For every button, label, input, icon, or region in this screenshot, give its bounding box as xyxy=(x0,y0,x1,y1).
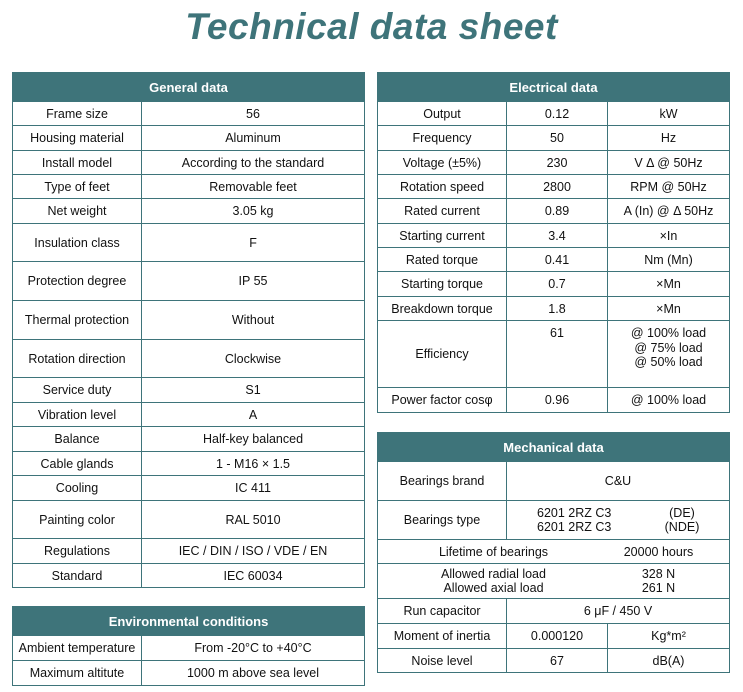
electrical-value: 0.41 xyxy=(507,248,608,272)
capacitor-label: Run capacitor xyxy=(378,599,507,624)
radial-load-label: Allowed radial load xyxy=(441,566,546,581)
general-label: Cooling xyxy=(13,476,142,501)
bearing-de-model: 6201 2RZ C3 xyxy=(537,505,612,520)
general-row xyxy=(13,126,365,151)
general-value: IP 55 xyxy=(142,262,365,301)
general-value: RAL 5010 xyxy=(142,501,365,539)
bearings-type-line-nde xyxy=(511,520,725,535)
efficiency-unit-50: @ 50% load xyxy=(634,355,703,369)
power-factor-unit: @ 100% load xyxy=(608,388,730,413)
electrical-unit: V Δ @ 50Hz xyxy=(608,151,730,175)
inertia-row xyxy=(378,624,730,649)
general-value: S1 xyxy=(142,378,365,403)
electrical-label: Voltage (±5%) xyxy=(378,151,507,175)
general-label: Vibration level xyxy=(13,403,142,427)
electrical-value: 50 xyxy=(507,126,608,151)
general-value: According to the standard xyxy=(142,151,365,175)
electrical-row xyxy=(378,297,730,321)
loads-cell xyxy=(378,564,730,599)
axial-load-value: 261 N xyxy=(641,581,676,595)
environmental-header: Environmental conditions xyxy=(13,607,365,636)
bearings-brand-value: C&U xyxy=(507,462,730,501)
electrical-label: Breakdown torque xyxy=(378,297,507,321)
general-row xyxy=(13,301,365,340)
electrical-value: 0.12 xyxy=(507,102,608,126)
electrical-row xyxy=(378,272,730,297)
general-value: Removable feet xyxy=(142,175,365,199)
general-row xyxy=(13,501,365,539)
general-data-rows xyxy=(13,102,365,588)
electrical-label: Output xyxy=(378,102,507,126)
general-row xyxy=(13,224,365,262)
general-value: IC 411 xyxy=(142,476,365,501)
capacitor-row xyxy=(378,599,730,624)
noise-row xyxy=(378,649,730,673)
environmental-value: From -20°C to +40°C xyxy=(142,636,365,661)
general-row xyxy=(13,340,365,378)
general-row xyxy=(13,175,365,199)
general-row xyxy=(13,539,365,564)
lifetime-label: Lifetime of bearings xyxy=(438,544,549,559)
electrical-label: Rated current xyxy=(378,199,507,224)
electrical-unit: A (In) @ Δ 50Hz xyxy=(608,199,730,224)
efficiency-value: 61 xyxy=(507,321,608,388)
general-label: Rotation direction xyxy=(13,340,142,378)
electrical-data-table xyxy=(377,72,730,413)
electrical-row xyxy=(378,199,730,224)
general-label: Type of feet xyxy=(13,175,142,199)
electrical-label: Starting current xyxy=(378,224,507,248)
radial-load-line xyxy=(382,567,725,582)
general-value: Half-key balanced xyxy=(142,427,365,452)
lifetime-value: 20000 hours xyxy=(623,544,694,559)
general-label: Net weight xyxy=(13,199,142,224)
electrical-unit: ×In xyxy=(608,224,730,248)
general-label: Regulations xyxy=(13,539,142,564)
electrical-label: Rated torque xyxy=(378,248,507,272)
electrical-unit: Hz xyxy=(608,126,730,151)
efficiency-unit-75: @ 75% load xyxy=(634,340,703,355)
inertia-label: Moment of inertia xyxy=(378,624,507,649)
bearings-type-values xyxy=(507,501,730,540)
bearings-type-row xyxy=(378,501,730,540)
general-row xyxy=(13,564,365,588)
power-factor-value: 0.96 xyxy=(507,388,608,413)
general-label: Standard xyxy=(13,564,142,588)
electrical-label: Starting torque xyxy=(378,272,507,297)
general-row xyxy=(13,403,365,427)
general-label: Service duty xyxy=(13,378,142,403)
general-label: Install model xyxy=(13,151,142,175)
environmental-row xyxy=(13,661,365,686)
general-value: 3.05 kg xyxy=(142,199,365,224)
electrical-row xyxy=(378,248,730,272)
page-title: Technical data sheet xyxy=(185,6,558,47)
general-label: Insulation class xyxy=(13,224,142,262)
general-row xyxy=(13,452,365,476)
general-value: A xyxy=(142,403,365,427)
general-value: IEC 60034 xyxy=(142,564,365,588)
inertia-unit: Kg*m² xyxy=(608,624,730,649)
bearings-type-label: Bearings type xyxy=(378,501,507,540)
noise-label: Noise level xyxy=(378,649,507,673)
bearings-type-line-de xyxy=(511,506,725,521)
general-label: Balance xyxy=(13,427,142,452)
general-data-table xyxy=(12,72,365,588)
general-value: 56 xyxy=(142,102,365,126)
power-factor-label: Power factor cosφ xyxy=(378,388,507,413)
general-row xyxy=(13,427,365,452)
efficiency-row xyxy=(378,321,730,388)
general-value: F xyxy=(142,224,365,262)
electrical-label: Rotation speed xyxy=(378,175,507,199)
lifetime-row xyxy=(378,540,730,564)
general-value: Aluminum xyxy=(142,126,365,151)
environmental-rows xyxy=(13,636,365,686)
general-row xyxy=(13,199,365,224)
electrical-value: 1.8 xyxy=(507,297,608,321)
electrical-value: 3.4 xyxy=(507,224,608,248)
power-factor-row xyxy=(378,388,730,413)
inertia-value: 0.000120 xyxy=(507,624,608,649)
general-value: 1 - M16 × 1.5 xyxy=(142,452,365,476)
efficiency-units xyxy=(608,321,730,388)
electrical-data-rows xyxy=(378,102,730,321)
general-row xyxy=(13,476,365,501)
electrical-unit: kW xyxy=(608,102,730,126)
general-data-header: General data xyxy=(13,73,365,102)
electrical-unit: ×Mn xyxy=(608,297,730,321)
environmental-table xyxy=(12,606,365,686)
electrical-row xyxy=(378,151,730,175)
general-label: Housing material xyxy=(13,126,142,151)
electrical-value: 2800 xyxy=(507,175,608,199)
bearing-de-position: (DE) xyxy=(669,505,695,520)
bearings-brand-row xyxy=(378,462,730,501)
general-value: Clockwise xyxy=(142,340,365,378)
bearings-brand-label: Bearings brand xyxy=(378,462,507,501)
electrical-row xyxy=(378,175,730,199)
general-value: IEC / DIN / ISO / VDE / EN xyxy=(142,539,365,564)
general-row xyxy=(13,262,365,301)
noise-unit: dB(A) xyxy=(608,649,730,673)
general-label: Thermal protection xyxy=(13,301,142,340)
electrical-row xyxy=(378,126,730,151)
electrical-row xyxy=(378,102,730,126)
electrical-data-header: Electrical data xyxy=(378,73,730,102)
general-row xyxy=(13,378,365,403)
electrical-value: 0.89 xyxy=(507,199,608,224)
environmental-label: Ambient temperature xyxy=(13,636,142,661)
general-label: Frame size xyxy=(13,102,142,126)
environmental-label: Maximum altitute xyxy=(13,661,142,686)
electrical-unit: RPM @ 50Hz xyxy=(608,175,730,199)
general-label: Cable glands xyxy=(13,452,142,476)
electrical-value: 0.7 xyxy=(507,272,608,297)
loads-row xyxy=(378,564,730,599)
electrical-value: 230 xyxy=(507,151,608,175)
axial-load-line xyxy=(382,581,725,596)
radial-load-value: 328 N xyxy=(641,566,676,581)
general-label: Painting color xyxy=(13,501,142,539)
electrical-label: Frequency xyxy=(378,126,507,151)
mechanical-data-table xyxy=(377,432,730,673)
lifetime-cell xyxy=(378,540,730,564)
axial-load-label: Allowed axial load xyxy=(443,581,544,595)
efficiency-unit-100: @ 100% load xyxy=(630,326,707,340)
bearing-nde-model: 6201 2RZ C3 xyxy=(537,520,612,534)
electrical-unit: Nm (Mn) xyxy=(608,248,730,272)
environmental-row xyxy=(13,636,365,661)
mechanical-data-header: Mechanical data xyxy=(378,433,730,462)
general-label: Protection degree xyxy=(13,262,142,301)
capacitor-value: 6 μF / 450 V xyxy=(507,599,730,624)
electrical-row xyxy=(378,224,730,248)
general-row xyxy=(13,151,365,175)
electrical-unit: ×Mn xyxy=(608,272,730,297)
efficiency-label: Efficiency xyxy=(378,321,507,388)
environmental-value: 1000 m above sea level xyxy=(142,661,365,686)
noise-value: 67 xyxy=(507,649,608,673)
general-value: Without xyxy=(142,301,365,340)
general-row xyxy=(13,102,365,126)
bearing-nde-position: (NDE) xyxy=(664,520,700,534)
